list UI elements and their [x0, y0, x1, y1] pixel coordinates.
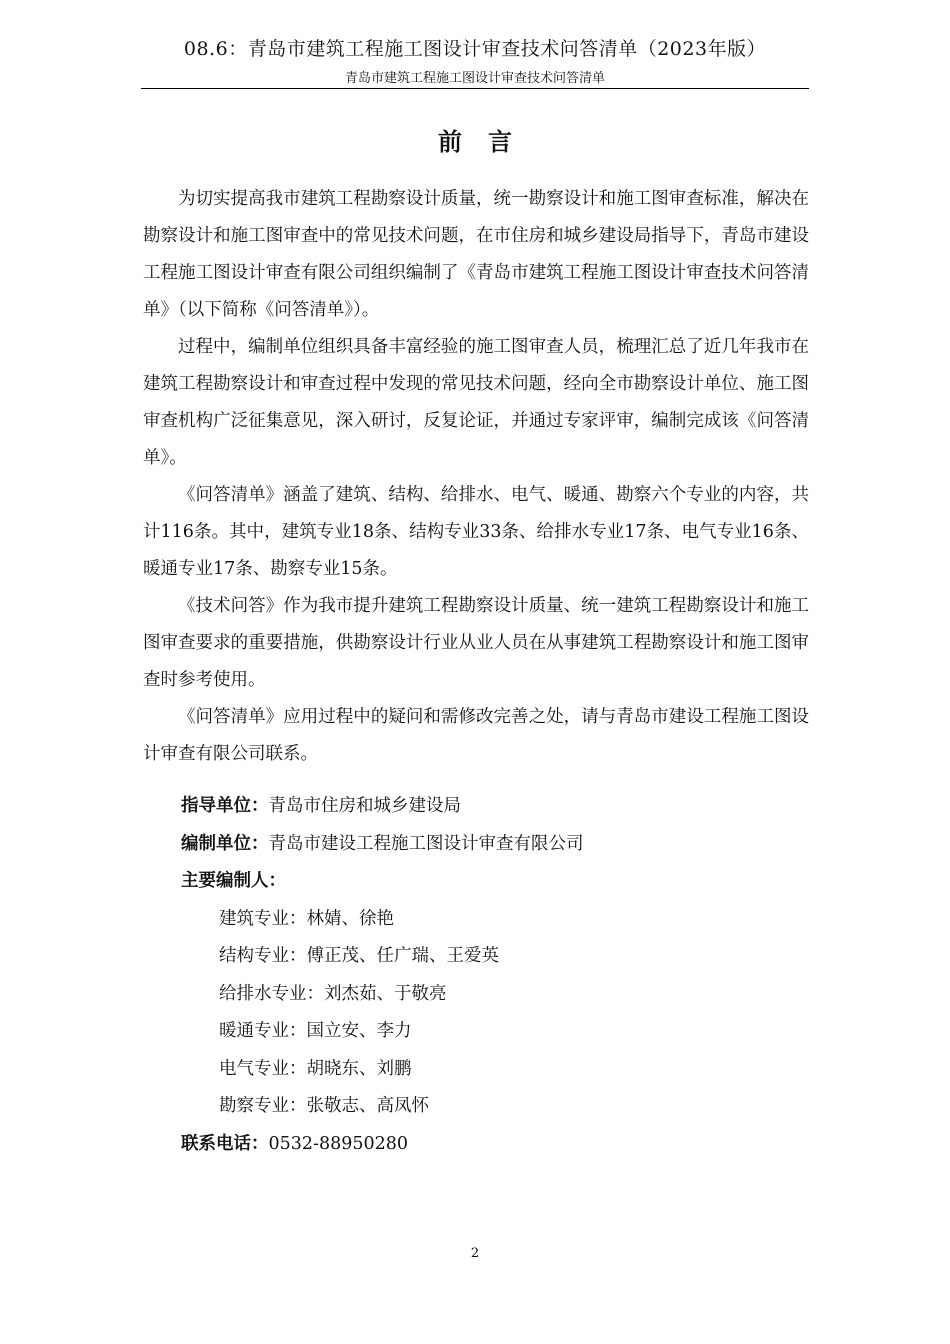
document-title: 08.6：青岛市建筑工程施工图设计审查技术问答清单（2023年版）: [183, 38, 767, 60]
guiding-unit-label: 指导单位：: [181, 796, 269, 816]
guiding-unit-row: [181, 788, 781, 826]
editors-row: [181, 863, 781, 901]
paragraph-contact: 《问答清单》应用过程中的疑问和需修改完善之处，请与青岛市建设工程施工图设计审查有限公司联系。: [143, 707, 809, 764]
credits-block: [181, 788, 781, 1163]
paragraph-process: 过程中，编制单位组织具备丰富经验的施工图审查人员，梳理汇总了近几年我市在建筑工程勘察设计和审查过程中发现的常见技术问题，经向全市勘察设计单位、施工图审查机构广泛征集意见，深入研讨，反复论证，并通过专家评审，编制完成该《问答清单》。: [143, 337, 809, 468]
phone-label: 联系电话：: [181, 1133, 269, 1154]
editor-survey: 勘察专业：张敬志、高凤怀: [219, 1096, 429, 1116]
paragraph-usage: 《技术问答》作为我市提升建筑工程勘察设计质量、统一建筑工程勘察设计和施工图审查要求的重要措施，供勘察设计行业从业人员在从事建筑工程勘察设计和施工图审查时参考使用。: [143, 596, 809, 690]
editor-structure: 结构专业：傅正茂、任广瑞、王爱英: [219, 946, 499, 966]
editor-hvac: 暖通专业：国立安、李力: [219, 1021, 412, 1041]
guiding-unit-value: 青岛市住房和城乡建设局: [268, 796, 461, 816]
compiling-unit-value: 青岛市建设工程施工图设计审查有限公司: [268, 833, 584, 854]
phone-row: [181, 1126, 781, 1164]
page-number: 2: [470, 1246, 480, 1261]
editor-plumbing: 给排水专业：刘杰茹、于敬亮: [219, 983, 447, 1004]
editors-label: 主要编制人：: [181, 871, 286, 891]
running-header: 青岛市建筑工程施工图设计审查技术问答清单: [344, 71, 605, 86]
compiling-unit-label: 编制单位：: [181, 833, 269, 854]
preface-body: [143, 181, 809, 773]
editor-architecture: 建筑专业：林婧、徐艳: [219, 908, 394, 929]
paragraph-scope: 《问答清单》涵盖了建筑、结构、给排水、电气、暖通、勘察六个专业的内容，共计116条。其中，建筑专业18条、结构专业33条、给排水专业17条、电气专业16条、暖通专业17条、勘察专业15条。: [143, 485, 809, 579]
paragraph-purpose: 为切实提高我市建筑工程勘察设计质量，统一勘察设计和施工图审查标准，解决在勘察设计和施工图审查中的常见技术问题，在市住房和城乡建设局指导下，青岛市建设工程施工图设计审查有限公司组织编制了《青岛市建筑工程施工图设计审查技术问答清单》（以下简称《问答清单》）。: [143, 189, 809, 320]
phone-value: 0532-88950280: [268, 1133, 409, 1154]
header-divider: [141, 88, 809, 89]
editor-electrical: 电气专业：胡晓东、刘鹏: [219, 1058, 412, 1079]
compiling-unit-row: [181, 826, 781, 864]
section-heading: 前言: [438, 127, 538, 156]
